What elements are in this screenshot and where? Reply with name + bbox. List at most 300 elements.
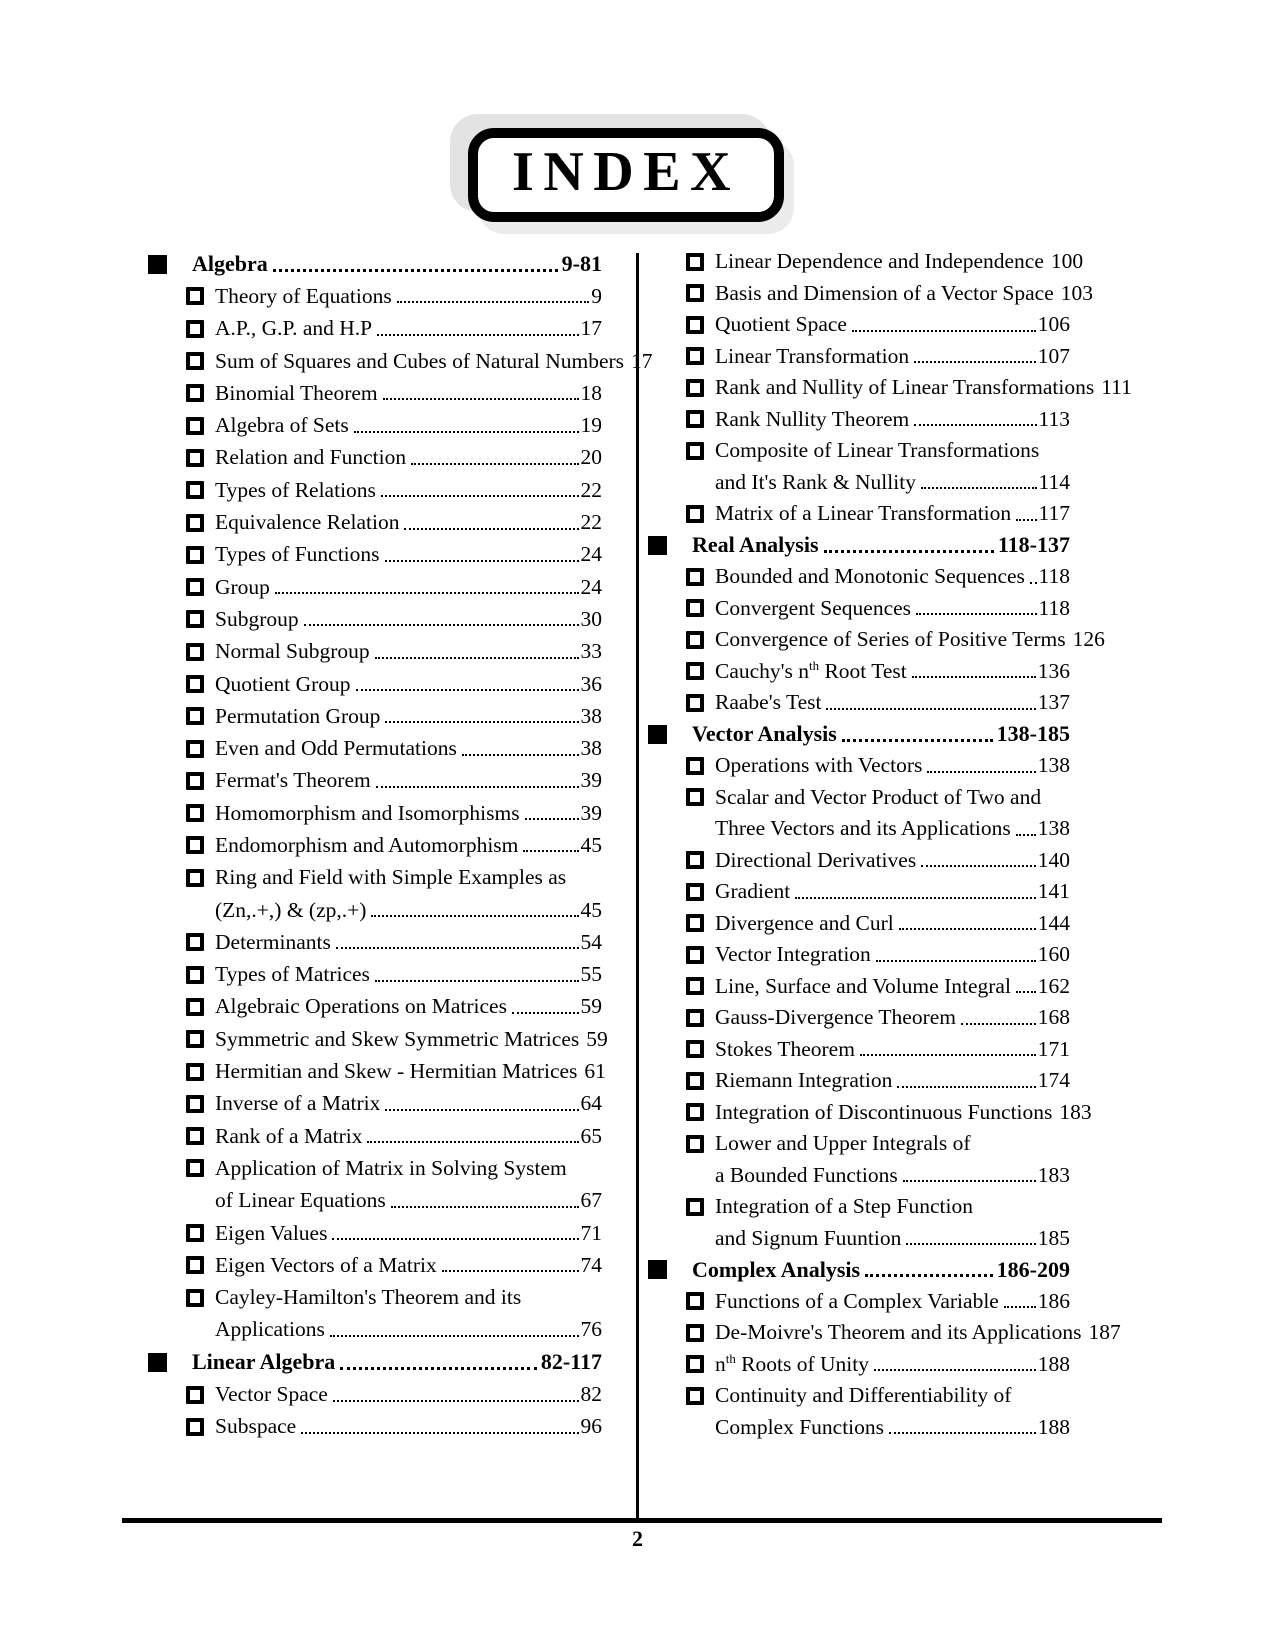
dotted-leader — [1030, 582, 1037, 584]
toc-item-row — [646, 404, 1070, 436]
toc-entry-label: A.P., G.P. and H.P — [215, 316, 373, 341]
toc-page-number: 138 — [1037, 816, 1070, 841]
toc-entry-label: Determinants — [215, 929, 331, 954]
section-bullet-icon — [648, 725, 667, 744]
toc-entry-label: De-Moivre's Theorem and its Applications — [715, 1320, 1082, 1345]
dotted-leader — [899, 928, 1036, 930]
toc-entry-label: Riemann Integration — [715, 1068, 893, 1093]
toc-page-number: 138-185 — [996, 721, 1070, 747]
item-bullet-icon — [686, 631, 704, 649]
dotted-leader — [927, 771, 1035, 773]
item-bullet-icon — [186, 1127, 204, 1145]
dotted-leader — [375, 980, 579, 982]
toc-page-number: 118 — [1038, 595, 1070, 620]
item-bullet-icon — [186, 1063, 204, 1081]
dotted-leader — [376, 786, 579, 788]
toc-page-number: 33 — [580, 639, 602, 664]
dotted-leader — [385, 560, 579, 562]
item-bullet-icon — [186, 740, 204, 758]
toc-item-row — [146, 571, 602, 603]
item-bullet-icon — [186, 578, 204, 596]
toc-item-row — [646, 656, 1070, 688]
toc-page-number: 59 — [580, 994, 602, 1019]
toc-page-number: 141 — [1037, 879, 1070, 904]
toc-entry-label: Raabe's Test — [715, 690, 822, 715]
item-bullet-icon — [186, 804, 204, 822]
item-bullet-icon — [186, 1030, 204, 1048]
toc-page-number: 64 — [580, 1091, 602, 1116]
toc-item-row — [146, 862, 602, 894]
toc-entry-label: Convergent Sequences — [715, 595, 912, 620]
item-bullet-icon — [686, 757, 704, 775]
item-bullet-icon — [186, 417, 204, 435]
toc-entry-label: Real Analysis — [692, 532, 819, 558]
item-bullet-icon — [686, 568, 704, 586]
toc-entry-label: Operations with Vectors — [715, 753, 923, 778]
toc-item-row — [146, 539, 602, 571]
toc-page-number: 162 — [1037, 973, 1070, 998]
dotted-leader — [330, 1335, 579, 1337]
dotted-leader — [1016, 834, 1036, 836]
toc-item-row — [646, 372, 1132, 404]
toc-entry-label: Scalar and Vector Product of Two and — [715, 784, 1042, 809]
column-divider — [636, 253, 639, 1518]
toc-item-row — [646, 1128, 1070, 1160]
dotted-leader — [462, 754, 579, 756]
toc-entry-label: Applications — [215, 1317, 325, 1342]
item-bullet-icon — [186, 772, 204, 790]
toc-page-number: 55 — [580, 962, 602, 987]
dotted-leader — [1004, 1306, 1036, 1308]
item-bullet-icon — [186, 1095, 204, 1113]
toc-section-row — [646, 530, 1070, 562]
item-bullet-icon — [686, 1355, 704, 1373]
toc-item-row — [146, 442, 602, 474]
item-bullet-icon — [686, 788, 704, 806]
dotted-leader — [852, 330, 1036, 332]
item-bullet-icon — [686, 253, 704, 271]
toc-item-row — [646, 1002, 1070, 1034]
toc-item-row — [646, 498, 1070, 530]
footer-rule — [122, 1518, 1162, 1523]
toc-item-row — [646, 813, 1070, 845]
toc-item-row — [146, 959, 602, 991]
toc-item-row — [646, 1160, 1070, 1192]
toc-entry-label: Symmetric and Skew Symmetric Matrices — [215, 1026, 580, 1051]
dotted-leader — [385, 1109, 578, 1111]
toc-item-row — [646, 246, 1084, 278]
toc-entry-label: Subspace — [215, 1414, 297, 1439]
toc-item-row — [146, 797, 602, 829]
toc-page-number: 17 — [631, 348, 653, 373]
toc-item-row — [646, 971, 1070, 1003]
dotted-leader — [916, 613, 1037, 615]
dotted-leader — [795, 897, 1036, 899]
toc-item-row — [146, 926, 602, 958]
toc-entry-label: Directional Derivatives — [715, 847, 917, 872]
dotted-leader — [1016, 991, 1036, 993]
toc-item-row — [646, 908, 1070, 940]
dotted-leader — [914, 361, 1036, 363]
dotted-leader — [333, 1400, 579, 1402]
toc-section-row — [646, 719, 1070, 751]
toc-page-number: 20 — [580, 445, 602, 470]
toc-item-row — [646, 467, 1070, 499]
toc-page-number: 61 — [584, 1059, 606, 1084]
toc-item-row — [646, 1191, 1070, 1223]
toc-item-row — [146, 1023, 608, 1055]
toc-entry-label: Hermitian and Skew - Hermitian Matrices — [215, 1059, 578, 1084]
section-bullet-icon — [648, 536, 667, 555]
toc-entry-label: Algebraic Operations on Matrices — [215, 994, 507, 1019]
item-bullet-icon — [686, 410, 704, 428]
toc-column-right — [646, 246, 1132, 1443]
item-bullet-icon — [686, 883, 704, 901]
toc-entry-label: Vector Integration — [715, 942, 871, 967]
dotted-leader — [525, 818, 579, 820]
dotted-leader — [367, 1141, 578, 1143]
toc-page-number: 74 — [580, 1252, 602, 1277]
toc-item-row — [146, 280, 602, 312]
dotted-leader — [903, 1180, 1036, 1182]
dotted-leader — [371, 915, 578, 917]
item-bullet-icon — [686, 505, 704, 523]
toc-page-number: 144 — [1037, 910, 1070, 935]
dotted-leader — [375, 657, 579, 659]
toc-entry-label: Gauss-Divergence Theorem — [715, 1005, 956, 1030]
item-bullet-icon — [686, 662, 704, 680]
dotted-leader — [304, 624, 579, 626]
toc-section-row — [146, 248, 602, 280]
toc-page-number: 186 — [1037, 1288, 1070, 1313]
toc-page-number: 118-137 — [997, 532, 1070, 558]
dotted-leader — [442, 1270, 579, 1272]
toc-page-number: 137 — [1037, 690, 1070, 715]
toc-entry-label: Convergence of Series of Positive Terms — [715, 627, 1066, 652]
item-bullet-icon — [186, 675, 204, 693]
toc-entry-label: Linear Transformation — [715, 343, 910, 368]
toc-entry-label: Three Vectors and its Applications — [715, 816, 1011, 841]
item-bullet-icon — [686, 379, 704, 397]
dotted-leader — [512, 1012, 579, 1014]
toc-page-number: 186-209 — [996, 1256, 1070, 1282]
toc-page-number: 100 — [1050, 249, 1084, 274]
toc-entry-label: Matrix of a Linear Transformation — [715, 501, 1012, 526]
toc-entry-label: Complex Functions — [715, 1414, 885, 1439]
toc-page-number: 22 — [580, 477, 602, 502]
toc-entry-label: Normal Subgroup — [215, 639, 370, 664]
toc-page-number: 117 — [1038, 501, 1070, 526]
toc-entry-label: Functions of a Complex Variable — [715, 1288, 999, 1313]
toc-entry-label: (Zn,.+,) & (zp,.+) — [215, 897, 367, 922]
dotted-leader — [383, 398, 579, 400]
toc-entry-label: Subgroup — [215, 606, 299, 631]
toc-page-number: 126 — [1072, 627, 1105, 652]
item-bullet-icon — [686, 1387, 704, 1405]
dotted-leader — [921, 865, 1036, 867]
toc-page-number: 82 — [580, 1382, 602, 1407]
toc-entry-label: Continuity and Differentiability of — [715, 1383, 1012, 1408]
toc-item-row — [146, 636, 602, 668]
dotted-leader — [826, 708, 1035, 710]
toc-entry-label: of Linear Equations — [215, 1188, 386, 1213]
toc-entry-label: Complex Analysis — [692, 1256, 861, 1282]
toc-page-number: 38 — [580, 736, 602, 761]
item-bullet-icon — [186, 287, 204, 305]
item-bullet-icon — [186, 1224, 204, 1242]
dotted-leader — [876, 960, 1036, 962]
toc-item-row — [646, 624, 1105, 656]
dotted-leader — [404, 528, 578, 530]
toc-page-number: 107 — [1037, 343, 1070, 368]
dotted-leader — [275, 592, 579, 594]
toc-page-number: 22 — [580, 510, 602, 535]
toc-page-number: 185 — [1037, 1225, 1070, 1250]
toc-item-row — [646, 1349, 1070, 1381]
toc-page-number: 183 — [1037, 1162, 1070, 1187]
item-bullet-icon — [686, 599, 704, 617]
toc-item-row — [646, 782, 1070, 814]
toc-item-row — [146, 1120, 602, 1152]
toc-item-row — [646, 1317, 1121, 1349]
toc-section-row — [646, 1254, 1070, 1286]
toc-entry-label: Integration of a Step Function — [715, 1194, 973, 1219]
toc-entry-label: Homomorphism and Isomorphisms — [215, 800, 520, 825]
toc-section-row — [146, 1346, 602, 1378]
toc-entry-label: Theory of Equations — [215, 283, 392, 308]
toc-item-row — [146, 1055, 606, 1087]
toc-item-row — [646, 561, 1070, 593]
toc-entry-label: Application of Matrix in Solving System — [215, 1155, 567, 1180]
item-bullet-icon — [186, 643, 204, 661]
toc-page-number: 183 — [1059, 1099, 1092, 1124]
dotted-leader — [381, 495, 579, 497]
toc-item-row — [646, 687, 1070, 719]
item-bullet-icon — [686, 1103, 704, 1121]
toc-item-row — [146, 1152, 602, 1184]
dotted-leader — [874, 1369, 1036, 1371]
toc-page-number: 82-117 — [540, 1349, 602, 1375]
toc-page-number: 168 — [1037, 1005, 1070, 1030]
dotted-leader — [385, 721, 578, 723]
toc-entry-label: Types of Relations — [215, 477, 376, 502]
toc-page-number: 45 — [580, 897, 602, 922]
item-bullet-icon — [686, 1009, 704, 1027]
toc-item-row — [146, 1185, 602, 1217]
toc-item-row — [146, 313, 602, 345]
item-bullet-icon — [686, 1198, 704, 1216]
toc-item-row — [646, 876, 1070, 908]
toc-item-row — [146, 1217, 602, 1249]
dotted-leader — [523, 850, 578, 852]
dotted-leader — [889, 1432, 1036, 1434]
toc-entry-label: Linear Algebra — [192, 1349, 336, 1375]
toc-entry-label: Vector Analysis — [692, 721, 837, 747]
toc-entry-label: Fermat's Theorem — [215, 768, 371, 793]
toc-item-row — [146, 1378, 602, 1410]
toc-page-number: 174 — [1037, 1068, 1070, 1093]
dotted-leader — [914, 424, 1036, 426]
toc-page-number: 160 — [1037, 942, 1070, 967]
toc-item-row — [646, 435, 1070, 467]
item-bullet-icon — [686, 851, 704, 869]
dotted-leader — [273, 269, 558, 272]
toc-item-row — [146, 409, 602, 441]
toc-page-number: 188 — [1037, 1351, 1070, 1376]
dotted-leader — [411, 463, 578, 465]
item-bullet-icon — [186, 836, 204, 854]
toc-item-row — [146, 991, 602, 1023]
toc-entry-label: Quotient Group — [215, 671, 351, 696]
item-bullet-icon — [186, 514, 204, 532]
toc-item-row — [646, 1380, 1070, 1412]
item-bullet-icon — [686, 1040, 704, 1058]
toc-item-row — [146, 829, 602, 861]
section-bullet-icon — [148, 1353, 167, 1372]
toc-entry-label: Ring and Field with Simple Examples as — [215, 865, 567, 890]
toc-item-row — [146, 732, 602, 764]
toc-item-row — [646, 309, 1070, 341]
toc-page-number: 96 — [580, 1414, 602, 1439]
toc-entry-label: Rank and Nullity of Linear Transformations — [715, 375, 1095, 400]
toc-entry-label: Lower and Upper Integrals of — [715, 1131, 971, 1156]
toc-entry-label: Relation and Function — [215, 445, 407, 470]
toc-page-number: 114 — [1038, 469, 1070, 494]
toc-item-row — [146, 894, 602, 926]
item-bullet-icon — [686, 914, 704, 932]
dotted-leader — [301, 1432, 578, 1434]
toc-item-row — [646, 1223, 1070, 1255]
toc-entry-label: Divergence and Curl — [715, 910, 894, 935]
toc-item-row — [646, 1034, 1070, 1066]
item-bullet-icon — [686, 316, 704, 334]
toc-item-row — [146, 603, 602, 635]
item-bullet-icon — [686, 694, 704, 712]
toc-page-number: 38 — [580, 703, 602, 728]
section-bullet-icon — [148, 255, 167, 274]
item-bullet-icon — [686, 1292, 704, 1310]
toc-item-row — [146, 377, 602, 409]
item-bullet-icon — [686, 347, 704, 365]
item-bullet-icon — [186, 1159, 204, 1177]
toc-entry-label: Permutation Group — [215, 703, 381, 728]
item-bullet-icon — [686, 442, 704, 460]
toc-page-number: 136 — [1037, 658, 1070, 683]
toc-entry-label: Types of Matrices — [215, 962, 370, 987]
toc-page-number: 118 — [1038, 564, 1070, 589]
toc-page-number: 188 — [1037, 1414, 1070, 1439]
item-bullet-icon — [686, 946, 704, 964]
dotted-leader — [340, 1367, 537, 1370]
toc-item-row — [646, 341, 1070, 373]
toc-page-number: 30 — [580, 606, 602, 631]
toc-page-number: 67 — [580, 1188, 602, 1213]
item-bullet-icon — [186, 384, 204, 402]
item-bullet-icon — [186, 966, 204, 984]
toc-entry-label: and Signum Fuuntion — [715, 1225, 902, 1250]
toc-entry-label: Sum of Squares and Cubes of Natural Numbers — [215, 348, 625, 373]
toc-page-number: 9 — [591, 283, 602, 308]
toc-item-row — [646, 845, 1070, 877]
toc-entry-label: Quotient Space — [715, 312, 847, 337]
toc-entry-label: Algebra — [192, 251, 268, 277]
toc-column-left — [146, 248, 653, 1443]
toc-item-row — [146, 506, 602, 538]
toc-page-number: 39 — [580, 800, 602, 825]
toc-entry-label: Eigen Values — [215, 1220, 328, 1245]
toc-item-row — [146, 700, 602, 732]
toc-entry-label: Endomorphism and Automorphism — [215, 832, 519, 857]
page-title: INDEX — [512, 141, 741, 203]
toc-entry-label: Integration of Discontinuous Functions — [715, 1099, 1053, 1124]
item-bullet-icon — [186, 449, 204, 467]
dotted-leader — [336, 947, 579, 949]
page-number: 2 — [632, 1526, 643, 1551]
toc-page-number: 171 — [1037, 1036, 1070, 1061]
toc-page-number: 103 — [1060, 280, 1094, 305]
dotted-leader — [1016, 519, 1036, 521]
item-bullet-icon — [186, 352, 204, 370]
toc-entry-label: Eigen Vectors of a Matrix — [215, 1252, 437, 1277]
toc-item-row — [646, 939, 1070, 971]
toc-entry-label: Even and Odd Permutations — [215, 736, 457, 761]
toc-page-number: 111 — [1101, 375, 1132, 400]
toc-entry-label: Composite of Linear Transformations — [715, 438, 1040, 463]
dotted-leader — [860, 1054, 1036, 1056]
dotted-leader — [897, 1086, 1035, 1088]
item-bullet-icon — [186, 546, 204, 564]
toc-page-number: 140 — [1037, 847, 1070, 872]
toc-entry-label: and It's Rank & Nullity — [715, 469, 916, 494]
toc-item-row — [146, 1282, 602, 1314]
toc-page-number: 24 — [580, 542, 602, 567]
toc-item-row — [646, 1412, 1070, 1444]
toc-item-row — [146, 765, 602, 797]
item-bullet-icon — [186, 869, 204, 887]
dotted-leader — [391, 1206, 579, 1208]
toc-entry-label: Vector Space — [215, 1382, 328, 1407]
item-bullet-icon — [686, 284, 704, 302]
toc-item-row — [646, 1286, 1070, 1318]
toc-item-row — [146, 345, 653, 377]
item-bullet-icon — [186, 707, 204, 725]
toc-page-number: 17 — [580, 316, 602, 341]
toc-entry-label: Inverse of a Matrix — [215, 1091, 381, 1116]
toc-page-number: 54 — [580, 929, 602, 954]
dotted-leader — [356, 689, 579, 691]
toc-entry-label: Types of Functions — [215, 542, 380, 567]
toc-item-row — [146, 474, 602, 506]
toc-page-number: 45 — [580, 832, 602, 857]
toc-entry-label: a Bounded Functions — [715, 1162, 898, 1187]
toc-item-row — [146, 1411, 602, 1443]
toc-entry-label: Stokes Theorem — [715, 1036, 855, 1061]
dotted-leader — [865, 1274, 993, 1277]
toc-entry-label: Cauchy's $n^{th}$ Root Test — [715, 658, 907, 683]
dotted-leader — [912, 676, 1036, 678]
section-bullet-icon — [648, 1260, 667, 1279]
item-bullet-icon — [186, 1418, 204, 1436]
toc-entry-label: Gradient — [715, 879, 791, 904]
item-bullet-icon — [186, 998, 204, 1016]
toc-entry-label: Group — [215, 574, 270, 599]
toc-page-number: 18 — [580, 380, 602, 405]
dotted-leader — [842, 739, 993, 742]
toc-entry-label: Basis and Dimension of a Vector Space — [715, 280, 1054, 305]
toc-item-row — [646, 750, 1070, 782]
toc-page-number: 76 — [580, 1317, 602, 1342]
toc-page-number: 59 — [586, 1026, 608, 1051]
